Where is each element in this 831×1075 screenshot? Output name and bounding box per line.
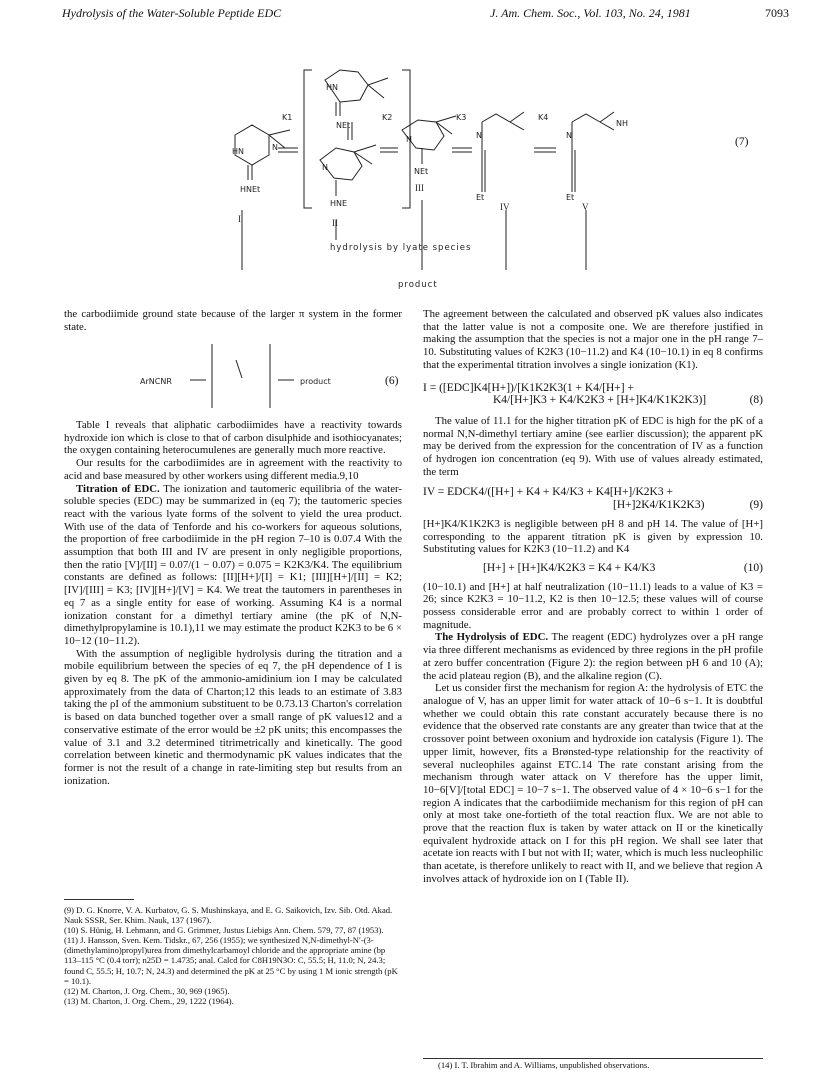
footnote: (13) M. Charton, J. Org. Chem., 29, 1222 (1964). xyxy=(64,995,234,1006)
paragraph: The agreement between the calculated and observed pK values also indicates that the latter value is not a composite one. We are therefore justified in making the assumption that the species is not a major one in the pH range 7–10. Substituting values of K2K3 (10−11.2) and K4 (10−10.1) in eq 8 confirms that the experimental titration involves a single ionization (K1). xyxy=(423,308,763,371)
paragraph: [H+]K4/K1K2K3 is negligible between pH 8 and pH 14. The value of [H+] corresponding to the apparent titration pK is given by expression 10. Substituting values for K2K3 (10−11.2) and K4 xyxy=(423,517,763,556)
paragraph: The value of 11.1 for the higher titration pK of EDC is high for the pK of a normal N,N-dimethyl tertiary amine (see earlier discussion); the apparent pK may be derived from the expression for the concentration of IV as a function of hydrogen ion concentration (eq 9). With use of values already estimated, the term xyxy=(423,414,763,478)
journal-citation: J. Am. Chem. Soc., Vol. 103, No. 24, 1981 xyxy=(490,6,691,20)
svg-text:N: N xyxy=(272,143,278,152)
svg-text:K4: K4 xyxy=(538,113,549,122)
footnote: (9) D. G. Knorre, V. A. Kurbatov, G. S. Mushinskaya, and E. G. Saikovich, Izv. Sib. Otd. Akad. Nauk SSSR, Ser. Khim. Nauk, 137 (1967). xyxy=(64,905,393,926)
svg-text:K2: K2 xyxy=(382,113,393,122)
species-IV-label: IV xyxy=(500,202,510,212)
transition-state-scheme-6 xyxy=(140,340,410,412)
equation-9: IV = EDCK4/([H+] + K4 + K4/K3 + K4[H+]/K2K3 + [H+]2K4/K1K2K3) (9) xyxy=(423,486,763,512)
eq6-number: (6) xyxy=(385,375,399,387)
section-heading-titration: Titration of EDC. xyxy=(76,482,160,495)
svg-text:HN: HN xyxy=(232,147,244,156)
footnote: (12) M. Charton, J. Org. Chem., 30, 969 (1965). xyxy=(64,985,230,996)
footnote: (11) J. Hansson, Sven. Kem. Tidskr., 67, 256 (1955); we synthesized N,N-dimethyl-N′-(3-(dimethylamino)propyl)urea from dimethylcarbamoyl chloride and the appropriate amine (bp 113–115 °C (0.4 torr); n25D = 1.4735; anal. Calcd for C8H19N3O: C, 55.5; H, 11.0; N, 24.3; found C, 55.5; H, 10.7; N, 24.3) and determined the pK at 25 °C by using 1 M ionic strength (pK = 10.1). xyxy=(64,935,398,986)
eq10-number: (10) xyxy=(743,561,763,574)
footnotes-right xyxy=(438,1060,768,1070)
footnote: (14) I. T. Ibrahim and A. Williams, unpublished observations. xyxy=(438,1060,650,1070)
page-number: 7093 xyxy=(765,6,789,20)
left-column-intro xyxy=(64,308,402,333)
paragraph: Let us consider first the mechanism for region A: the hydrolysis of ETC the analogue of V, has an upper limit for water attack of 10−6 s−1. It is doubtful whether we could obtain this rate constant accurately because there is no evidence that the observed rate constants are any greater than twice that at the crossover point between oxonium and hydroxide ion catalysis (Figure 1). The upper limit, however, fits a Brønsted-type relationship for the reactivity of several nucleophiles against ETC.14 The rate constant arising from the mechanism through water attack on V therefore has the upper limit, 10−6[V]/[total EDC] = 10−7 s−1. The observed value of 4 × 10−6 s−1 for the region A indicates that the carbodiimide mechanism for this region of pH can only at most take one-fortieth of the total reaction flux. We are not able to prove that the reaction flux is taken by water attack on II or the kinetically equivalent hydroxide attack on I for this pH region. We shall see later that acetate ion reacts with I but not with II; water, which is much less nucleophilic than acetate, is therefore unlikely to react with II, and we believe that region A involves attack of hydroxide ion on I (Table II). xyxy=(423,682,763,885)
species-V-label: V xyxy=(582,202,589,212)
paragraph: Our results for the carbodiimides are in agreement with the reactivity to acid and base measured by other workers using different media.9,10 xyxy=(64,457,402,482)
scheme-product: product xyxy=(398,280,438,290)
svg-text:NEt: NEt xyxy=(414,167,429,176)
svg-text:NEt: NEt xyxy=(336,121,351,130)
scheme6-product: product xyxy=(300,377,331,386)
svg-text:HN: HN xyxy=(326,83,338,92)
footnote-rule xyxy=(64,899,134,900)
svg-text:K3: K3 xyxy=(456,113,467,122)
scheme6-reactant: ArNCNR xyxy=(140,377,172,386)
equation-10: [H+] + [H+]K4/K2K3 = K4 + K4/K3 (10) xyxy=(483,561,763,574)
svg-text:N: N xyxy=(566,131,572,140)
paragraph: the carbodiimide ground state because of the larger π system in the former state. xyxy=(64,308,402,333)
svg-text:HNE: HNE xyxy=(330,199,348,208)
left-column-body xyxy=(64,419,402,787)
species-III-label: III xyxy=(415,183,424,193)
scheme-middle-text: hydrolysis by lyate species xyxy=(330,243,472,253)
footnote: (10) S. Hünig, H. Lehmann, and G. Grimmer, Justus Liebigs Ann. Chem. 579, 77, 87 (1953). xyxy=(64,925,384,936)
svg-text:HNEt: HNEt xyxy=(240,185,261,194)
paragraph: The Hydrolysis of EDC. The reagent (EDC) hydrolyzes over a pH range via three different mechanisms as evidenced by three regions in the pH profile at zero buffer concentration (Figure 2): the region between pH 6 and 10 (A); the acid plateau region (B), and the alkaline region (C). xyxy=(423,631,763,682)
footnotes-left xyxy=(64,905,402,1006)
svg-text:K1: K1 xyxy=(282,113,293,122)
svg-text:N: N xyxy=(322,163,328,172)
running-title: Hydrolysis of the Water-Soluble Peptide EDC xyxy=(62,6,282,20)
svg-text:N: N xyxy=(476,131,482,140)
svg-text:Et: Et xyxy=(476,193,485,202)
paragraph: With the assumption of negligible hydrolysis during the titration and a mobile equilibrium between the species of eq 7, the pH dependence of I is given by eq 8. The pK of the ammonio-amidinium ion I may be calculated approximately from the data of Charton;12 this leads to an estimate of 3.83 taking the ρI of the ammonium substituent to be 0.73.13 Charton's correlation is based on data bunched together over a small range of pK values12 and a conservative estimate of the error would be ±2 pK units; this encompasses the value of 3.1 and 3.2 determined titrimetrically and kinetically. The good correlation between kinetic and thermodynamic pK values indicates that the former is not the result of a change in rate-limiting step but results from an ionization. xyxy=(64,647,402,787)
paragraph: (10−10.1) and [H+] at half neutralization (10−11.1) leads to a value of K3 = 26; since K2K3 = 10−11.2, K2 is then 10−12.5; these values will of course possess considerable error and are probably correct to within 1 order of magnitude. xyxy=(423,580,763,631)
eq8-number: (8) xyxy=(749,394,763,407)
footnote-rule xyxy=(423,1058,763,1059)
paragraph: Table I reveals that aliphatic carbodiimides have a reactivity towards hydroxide ion which is close to that of carbon disulphide and isothiocyanates; the oxygen containing heterocumulenes are generally much more reactive. xyxy=(64,419,402,457)
eq7-number: (7) xyxy=(735,136,749,148)
species-I-label: I xyxy=(238,214,241,224)
svg-text:NH: NH xyxy=(616,119,628,128)
eq9-number: (9) xyxy=(749,499,763,512)
species-II-label: II xyxy=(332,218,338,228)
right-column-body xyxy=(423,308,763,886)
equilibrium-scheme-7 xyxy=(140,60,700,290)
equation-8: I = ([EDC]K4[H+])/[K1K2K3(1 + K4/[H+] + K4/[H+]K3 + K4/K2K3 + [H+]K4/K1K2K3)] (8) xyxy=(423,381,763,407)
svg-text:Et: Et xyxy=(566,193,575,202)
svg-text:N: N xyxy=(406,135,412,144)
paragraph: Titration of EDC. The ionization and tautomeric equilibria of the water-soluble species (EDC) may be summarized in (eq 7); the tautomeric species react with the various lyate forms of the solvent to yield the urea product. With use of the data of Tenforde and his co-workers for aqueous solutions, the proportion of free carbodiimide in the pH region 7–10 is 0.07.4 With the assumption that both III and IV are present in only negligible proportions, then the ratio [V]/[II] = 0.07/(1 − 0.07) = 0.075 = K2K3/K4. The equilibrium constants are defined as follows: [II][H+]/[I] = K1; [III][H+]/[II] = K2; [IV]/[III] = K3; [IV][H+]/[V] = K4. We treat the tautomers in parentheses in eq 7 as a single entity for ease of working. Assuming K4 is a normal ionization constant for a dimethyl tertiary amine (the pK of N,N-dimethylpropylamine is 10.1),11 we may estimate the product K2K3 to be 6 × 10−12 (10−11.2). xyxy=(64,482,402,647)
section-heading-hydrolysis: The Hydrolysis of EDC. xyxy=(435,631,549,644)
